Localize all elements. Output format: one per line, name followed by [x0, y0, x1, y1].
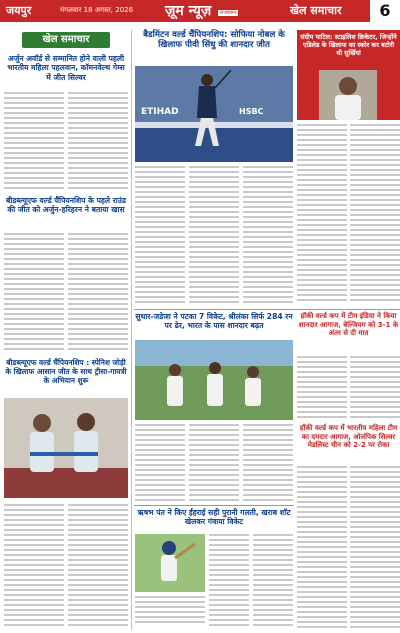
- headline-hockey-men: हॉकी वर्ल्ड कप में टीम इंडिया ने किया शानदार आगाज, बेल्जियम को 3-1 के अंतर से दी मात: [298, 312, 399, 338]
- headline-bwf-first-round: बीडब्ल्यूएफ वर्ल्ड चैंपियनशिप के पहले राउंड की जीत को अर्जुन-हरिहरन ने बताया खास: [5, 196, 126, 215]
- bwf-body-col1: [4, 233, 64, 355]
- suthar-body-col3: [243, 424, 293, 502]
- badminton-body-col2: [189, 166, 239, 306]
- cricket-celebration-photo: [135, 340, 293, 420]
- suthar-body-col1: [135, 424, 185, 502]
- headline-arjun-award: अर्जुन अवॉर्ड से सम्मानित होने वाली पहली भारतीय महिला पहलवान, कॉमनवेल्थ गेम्स में जीत सिल्वर: [7, 54, 125, 82]
- headline-rishabh-pant: ऋषभ पंत ने किए ईंहराई सही पुरानी गलती, खराब शॉट खेलकर गंवाया विकेट: [137, 508, 291, 527]
- column-divider-left: [131, 30, 132, 630]
- pv-sindhu-photo: [135, 66, 293, 162]
- badminton-body-col1: [135, 166, 185, 306]
- sandeep-body-col2: [350, 124, 400, 306]
- headline-hockey-women: हॉकी वर्ल्ड कप में भारतीय महिला टीम का दमदार आगाज, ओलंपिक सिल्वर मेडलिस्ट चीन को 2-2 पर रोका: [299, 424, 398, 450]
- hockey-men-body-col2: [350, 356, 400, 420]
- hockey-men-body-col1: [297, 356, 347, 420]
- headline-sandeep-patil: संदीप पाटिल: स्टाइलिश क्रिकेटर, जिन्होंने एडिलेड के खिलाफ का स्कोर कर बटोरी थी सुर्खियां: [300, 33, 397, 57]
- hockey-women-body-col2: [350, 466, 400, 630]
- masthead-city: जयपुर: [6, 4, 32, 17]
- masthead: [0, 0, 400, 22]
- svg-text:HSBC: HSBC: [239, 107, 264, 116]
- rishabh-pant-photo: [135, 534, 205, 592]
- newspaper-logo-sub: राजस्थान: [220, 10, 237, 16]
- doubles-body-col2: [68, 504, 128, 630]
- section-label: खेल समाचार: [22, 32, 110, 48]
- page-number: 6: [370, 0, 400, 22]
- headline-badminton: बैडमिंटन वर्ल्ड चैंपियनशिप: सोफिया नोबल के खिलाफ पीवी सिंधु की शानदार जीत: [143, 30, 285, 51]
- masthead-date: मंगलवार 18 अगस्त, 2026: [60, 6, 134, 14]
- rishabh-body-col2: [253, 534, 293, 630]
- rishabh-body-col0: [135, 596, 205, 630]
- doubles-body-col1: [4, 504, 64, 630]
- badminton-body-col3: [243, 166, 293, 306]
- hockey-women-body-col1: [297, 466, 347, 630]
- newspaper-logo: ज़ूम न्यूज़: [165, 3, 212, 19]
- headline-doubles: बीडब्ल्यूएफ वर्ल्ड चैंपियनशिप : स्पेनिश जोड़ी के खिलाफ आसान जीत के साथ ट्रीसा-गायत्री के अभियान शुरू: [5, 358, 127, 386]
- doubles-players-photo: [4, 398, 128, 498]
- sandeep-patil-box: [297, 30, 400, 120]
- svg-text:ETIHAD: ETIHAD: [141, 107, 179, 117]
- headline-suthar-jadeja: सुथार-जडेजा ने पटका 7 विकेट, श्रीलंका सिर्फ 284 रन पर ढेर, भारत के पास शानदार बढ़त: [135, 312, 293, 331]
- arjun-body-col2: [68, 92, 128, 192]
- suthar-body-col2: [189, 424, 239, 502]
- sandeep-body-col1: [297, 124, 347, 306]
- bwf-body-col2: [68, 233, 128, 355]
- masthead-section: खेल समाचार: [290, 4, 342, 17]
- section-divider: [134, 309, 400, 310]
- sandeep-patil-photo: [319, 70, 377, 120]
- rishabh-body-col1: [209, 534, 249, 630]
- arjun-body-col1: [4, 92, 64, 192]
- rishabh-divider: [134, 505, 294, 506]
